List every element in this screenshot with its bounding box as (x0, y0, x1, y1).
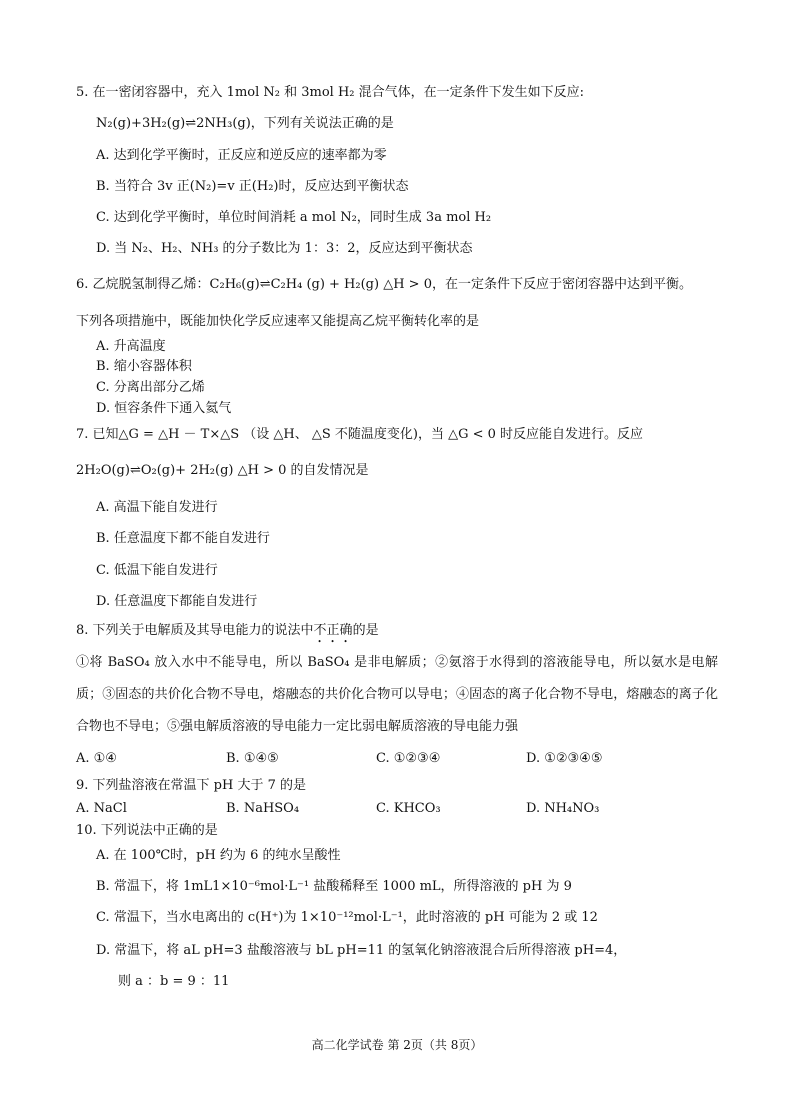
q8-option-b: B. ①④⑤ (226, 751, 279, 766)
q9-option-d: D. NH₄NO₃ (526, 801, 600, 816)
q7-stem: 7. 已知△G = △H － T×△S （设 △H、 △S 不随温度变化)，当 △G < 0 时反应能自发进行。反应 (76, 427, 644, 442)
q8-option-a: A. ①④ (76, 751, 117, 766)
q10-option-a: A. 在 100℃时，pH 约为 6 的纯水呈酸性 (96, 848, 341, 863)
q5-option-a: A. 达到化学平衡时，正反应和逆反应的速率都为零 (96, 148, 387, 163)
q5-stem: 5. 在一密闭容器中，充入 1mol N₂ 和 3mol H₂ 混合气体，在一定条件下发生如下反应: (76, 85, 585, 100)
q8-stem-prefix: 8. 下列关于电解质及其导电能力的说法中 (76, 623, 314, 638)
q8-stem (76, 622, 379, 646)
q9-option-c: C. KHCO₃ (376, 801, 441, 816)
q7-equation: 2H₂O(g)⇌O₂(g)+ 2H₂(g) △H > 0 的自发情况是 (76, 463, 369, 478)
q6-option-b: B. 缩小容器体积 (96, 359, 192, 374)
q10-option-c: C. 常温下，当水电离出的 c(H⁺)为 1×10⁻¹²mol·L⁻¹，此时溶液的 pH 可能为 2 或 12 (96, 910, 598, 925)
page-footer: 高二化学试卷 第 2页（共 8页） (311, 1038, 483, 1052)
q5-option-d: D. 当 N₂、H₂、NH₃ 的分子数比为 1：3：2，反应达到平衡状态 (96, 241, 473, 256)
q7-option-a: A. 高温下能自发进行 (96, 500, 218, 515)
q9-stem: 9. 下列盐溶液在常温下 pH 大于 7 的是 (76, 778, 306, 793)
q10-option-b: B. 常温下，将 1mL1×10⁻⁶mol·L⁻¹ 盐酸稀释至 1000 mL，所得溶液的 pH 为 9 (96, 879, 572, 894)
q8-stem-emphasis: 不正确 (313, 623, 353, 638)
q10-option-d: D. 常温下，将 aL pH=3 盐酸溶液与 bL pH=11 的氢氧化钠溶液混合后所得溶液 pH=4， (96, 943, 627, 958)
q5-option-b: B. 当符合 3v 正(N₂)=v 正(H₂)时，反应达到平衡状态 (96, 179, 409, 194)
q8-options (76, 750, 754, 768)
q7-option-d: D. 任意温度下都能自发进行 (96, 594, 258, 609)
q10-stem: 10. 下列说法中正确的是 (76, 823, 218, 838)
q6-stem: 6. 乙烷脱氢制得乙烯：C₂H₆(g)⇌C₂H₄ (g) + H₂(g) △H > 0，在一定条件下反应于密闭容器中达到平衡。 (76, 277, 692, 292)
q9-option-b: B. NaHSO₄ (226, 801, 300, 816)
q8-option-c: C. ①②③④ (376, 751, 441, 766)
q8-body: ①将 BaSO₄ 放入水中不能导电，所以 BaSO₄ 是非电解质；②氨溶于水得到的溶液能导电，所以氨水是电解质；③固态的共价化合物不导电，熔融态的共价化合物可以导电；④固态的离子化合物不导电，熔融态的离子化合物也不导电；⑤强电解质溶液的导电能力一定比弱电解质溶液的导电能力强 (76, 655, 718, 734)
q7-option-b: B. 任意温度下都不能自发进行 (96, 531, 270, 546)
q9-option-a: A. NaCl (76, 801, 127, 816)
q5-option-c: C. 达到化学平衡时，单位时间消耗 a mol N₂，同时生成 3a mol H₂ (96, 210, 492, 225)
q8-option-d: D. ①②③④⑤ (526, 751, 603, 766)
q7-option-c: C. 低温下能自发进行 (96, 563, 218, 578)
q6-option-d: D. 恒容条件下通入氦气 (96, 401, 232, 416)
q5-equation: N₂(g)+3H₂(g)⇌2NH₃(g)，下列有关说法正确的是 (96, 116, 394, 131)
q10-option-d-continuation: 则 a ：b = 9 ：11 (118, 974, 230, 989)
q6-stem-2: 下列各项措施中，既能加快化学反应速率又能提高乙烷平衡转化率的是 (76, 314, 480, 329)
q9-options (76, 800, 754, 818)
q6-option-c: C. 分离出部分乙烯 (96, 380, 205, 395)
q8-stem-suffix: 的是 (352, 623, 379, 638)
q6-option-a: A. 升高温度 (96, 339, 166, 354)
